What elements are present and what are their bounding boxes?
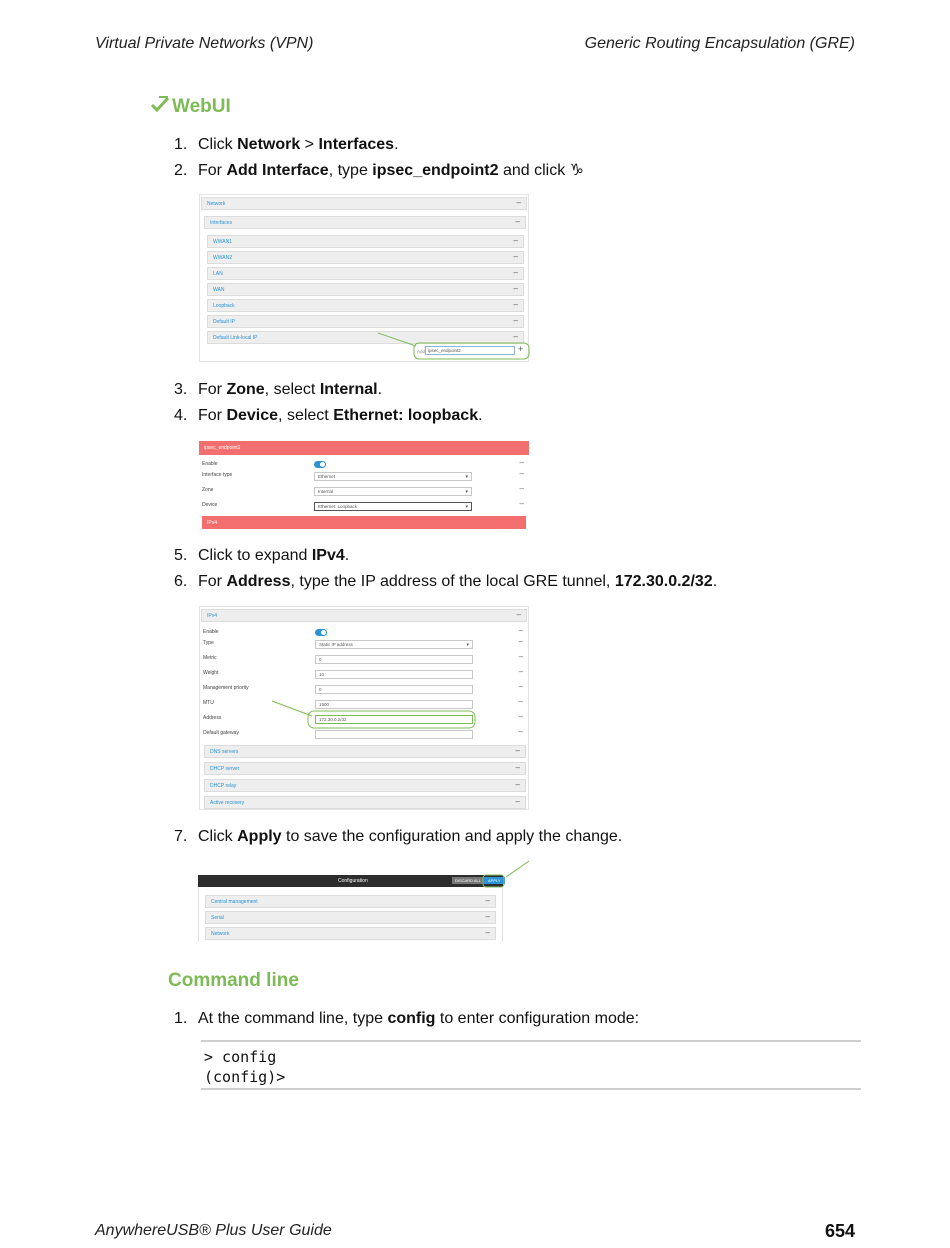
- interface-item[interactable]: Default Link-local IP –: [207, 331, 524, 344]
- device-row: Device Ethernet: Loopback ▾ –: [202, 499, 524, 510]
- step-6: 6. For Address, type the IP address of the local GRE tunnel, 172.30.0.2/32.: [174, 573, 718, 590]
- weight-row: Weight 10 –: [203, 667, 523, 677]
- interface-item[interactable]: WWAN2 –: [207, 251, 524, 264]
- interface-item[interactable]: Loopback –: [207, 299, 524, 312]
- management-priority-row: Management priority 0 –: [203, 682, 523, 692]
- code-block: > config (config)>: [201, 1040, 861, 1090]
- step-2: 2. For Add Interface, type ipsec_endpoint2 and click ♑: [174, 162, 585, 179]
- management-priority-input[interactable]: 0: [315, 685, 473, 694]
- dns-servers-section[interactable]: DNS servers –: [204, 745, 526, 758]
- weight-input[interactable]: 10: [315, 670, 473, 679]
- apply-button[interactable]: APPLY: [484, 877, 505, 884]
- command-line-heading: Command line: [168, 970, 299, 991]
- ipv4-enable-row: Enable –: [203, 626, 523, 635]
- central-management-section[interactable]: Central management –: [205, 895, 496, 908]
- webui-heading: [150, 94, 231, 120]
- screenshot-apply: [198, 860, 532, 942]
- interface-type-select[interactable]: Ethernet ▾: [314, 472, 472, 481]
- device-select[interactable]: Ethernet: Loopback ▾: [314, 502, 472, 511]
- screenshot-add-interface: [199, 194, 529, 362]
- zone-select[interactable]: Internal ▾: [314, 487, 472, 496]
- zone-row: Zone Internal ▾ –: [202, 484, 524, 495]
- enable-row: Enable –: [202, 458, 524, 467]
- add-label: Add: [417, 349, 426, 354]
- interface-item[interactable]: Default IP –: [207, 315, 524, 328]
- interface-item[interactable]: LAN –: [207, 267, 524, 280]
- cli-step-1: 1. At the command line, type config to enter configuration mode:: [174, 1010, 640, 1027]
- default-gateway-row: Default gateway –: [203, 728, 525, 740]
- serial-section[interactable]: Serial –: [205, 911, 496, 924]
- interface-type-row: Interface type Ethernet ▾ –: [202, 469, 524, 480]
- address-row: Address 172.30.0.2/32 –: [203, 712, 523, 722]
- webui-icon: [150, 94, 170, 120]
- enable-toggle[interactable]: [314, 461, 326, 468]
- ipv4-header[interactable]: IPv4 –: [201, 609, 527, 622]
- network-config-section[interactable]: Network –: [205, 927, 496, 940]
- interfaces-section[interactable]: Interfaces –: [204, 216, 526, 229]
- add-interface-input[interactable]: ipsec_endpoint2: [425, 346, 515, 355]
- interface-item[interactable]: WWAN1 –: [207, 235, 524, 248]
- metric-input[interactable]: 0: [315, 655, 473, 664]
- mtu-input[interactable]: 1500: [315, 700, 473, 709]
- footer-guide: AnywhereUSB® Plus User Guide: [95, 1222, 332, 1239]
- discard-all-button[interactable]: DISCARD ALL: [452, 877, 484, 884]
- page-number: 654: [824, 1221, 855, 1241]
- callout-arrow: [200, 195, 530, 363]
- screenshot-interface-settings: [199, 441, 529, 530]
- dhcp-server-section[interactable]: DHCP server –: [204, 762, 526, 775]
- metric-row: Metric 0 –: [203, 652, 523, 662]
- step-7: 7. Click Apply to save the configuration and apply the change.: [174, 828, 623, 845]
- mtu-row: MTU 1500 –: [203, 697, 523, 707]
- config-toolbar: Configuration DISCARD ALL APPLY: [198, 875, 503, 887]
- add-button[interactable]: +: [518, 344, 524, 354]
- dhcp-relay-section[interactable]: DHCP relay –: [204, 779, 526, 792]
- active-recovery-section[interactable]: Active recovery –: [204, 796, 526, 809]
- step-5: 5. Click to expand IPv4.: [174, 547, 350, 564]
- screenshot-ipv4-settings: [199, 606, 529, 810]
- add-icon: ♑: [569, 162, 585, 179]
- webui-label: WebUI: [172, 96, 231, 117]
- step-1: 1. Click Network > Interfaces.: [174, 136, 399, 153]
- type-row: Type Static IP address ▾ –: [203, 637, 523, 648]
- header-left: Virtual Private Networks (VPN): [95, 35, 314, 52]
- network-section[interactable]: Network –: [201, 197, 527, 210]
- interface-header[interactable]: ipsec_endpoint2: [199, 441, 529, 455]
- step-3: 3. For Zone, select Internal.: [174, 381, 383, 398]
- ipv4-section[interactable]: IPv4: [202, 516, 526, 529]
- interface-item[interactable]: WAN –: [207, 283, 524, 296]
- address-input[interactable]: 172.30.0.2/32: [315, 715, 473, 724]
- type-select[interactable]: Static IP address ▾: [315, 640, 473, 649]
- step-4: 4. For Device, select Ethernet: loopback.: [174, 407, 483, 424]
- header-right: Generic Routing Encapsulation (GRE): [584, 35, 855, 52]
